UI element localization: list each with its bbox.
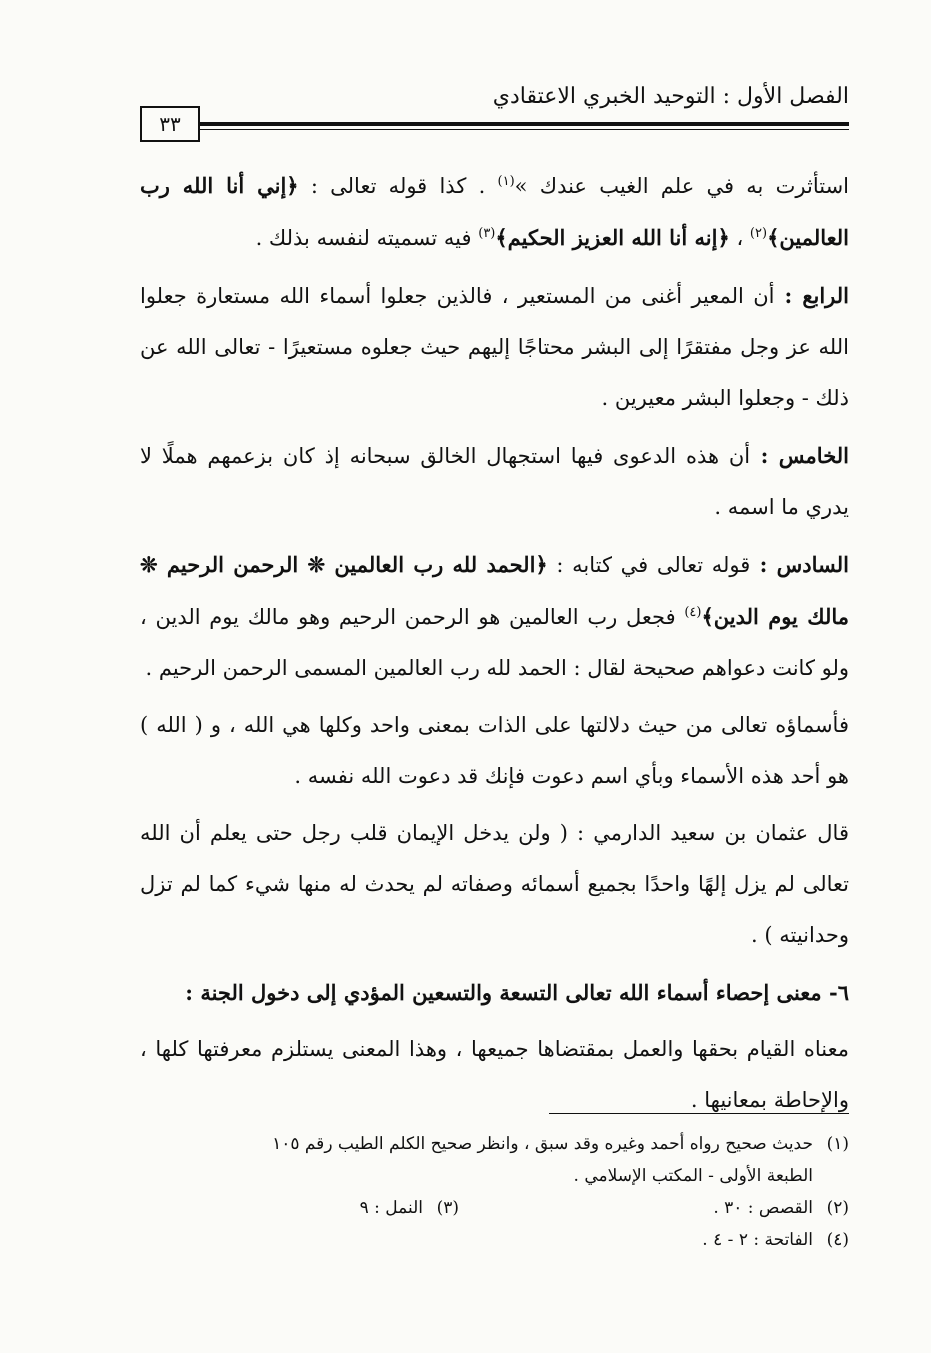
header-rule-thick [198, 122, 849, 126]
page-number-box [140, 106, 200, 142]
footnote-3-number: (٣) [436, 1198, 459, 1218]
footnote-3-text: النمل : ٩ [359, 1198, 423, 1218]
footnote-ref-4: (٤) [684, 605, 702, 620]
label-fourth: الرابع : [774, 283, 849, 308]
paragraph-fifth [140, 430, 849, 533]
chapter-header: الفصل الأول : التوحيد الخبري الاعتقادي [492, 84, 849, 109]
footnote-1-number: (١) [826, 1134, 849, 1154]
footnote-1 [140, 1128, 849, 1160]
footnote-4 [140, 1224, 849, 1256]
page-number: ٣٣ [159, 112, 181, 136]
paragraph-names: فأسماؤه تعالى من حيث دلالتها على الذات بمعنى واحد وكلها هي الله ، و ( الله ) هو أحد هذه الأسماء وبأي اسم دعوت فإنك قد دعوت الله نفسه . [140, 713, 849, 788]
footnote-1-text: حديث صحيح رواه أحمد وغيره وقد سبق ، وانظر صحيح الكلم الطيب رقم ١٠٥ [272, 1134, 813, 1154]
quran-quote-fatiha: ﴿الحمد لله رب العالمين ❊ الرحمن الرحيم ❊ مالك يوم الدين﴾ [140, 552, 849, 629]
footnote-row [140, 1192, 849, 1224]
p1-text-3: ، [729, 226, 750, 250]
footnote-divider [549, 1113, 849, 1114]
paragraph-meaning: معناه القيام بحقها والعمل بمقتضاها جميعها ، وهذا المعنى يستلزم معرفتها كلها ، والإحاطة بمعانيها . [140, 1037, 849, 1112]
p1-text-2: . كذا قوله تعالى : [298, 174, 498, 198]
footnote-2-text: القصص : ٣٠ . [713, 1198, 813, 1218]
paragraph-1 [140, 160, 849, 264]
footnote-ref-2: (٢) [749, 226, 768, 241]
fourth-text: أن المعير أغنى من المستعير ، فالذين جعلوا أسماء الله مستعارة جعلوا الله عز وجل مفتقرًا إلى البشر محتاجًا إليهم حيث جعلوه مستعيرًا - تعالى الله عن ذلك - وجعلوا البشر معيرين . [140, 284, 849, 410]
fifth-text: أن هذه الدعوى فيها استجهال الخالق سبحانه إذ كان بزعمهم هملًا لا يدري ما اسمه . [140, 444, 849, 519]
quran-quote-1: ﴿إني أنا الله رب العالمين﴾ [140, 173, 849, 250]
header-rule-thin [198, 129, 849, 130]
footnote-4-text: الفاتحة : ٢ - ٤ . [702, 1230, 813, 1250]
label-fifth: الخامس : [750, 443, 849, 468]
p1-text-1: استأثرت به في علم الغيب عندك » [514, 174, 849, 198]
footnote-4-number: (٤) [826, 1230, 849, 1250]
footnote-1-continuation: الطبعة الأولى - المكتب الإسلامي . [573, 1166, 813, 1186]
label-sixth: السادس : [750, 552, 849, 577]
section-heading: ٦- معنى إحصاء أسماء الله تعالى التسعة والتسعين المؤدي إلى دخول الجنة : [185, 980, 849, 1005]
footnote-ref-3: (٣) [478, 226, 496, 241]
p1-text-4: فيه تسميته لنفسه بذلك . [255, 226, 479, 250]
sixth-text-2: فجعل رب العالمين هو الرحمن الرحيم وهو مالك يوم الدين ، ولو كانت دعواهم صحيحة لقال : الحمد لله رب العالمين المسمى الرحمن الرحيم . [140, 605, 849, 680]
paragraph-darimi: قال عثمان بن سعيد الدارمي : ( ولن يدخل الإيمان قلب رجل حتى يعلم أن الله تعالى لم يزل إلهًا واحدًا بجميع أسمائه وصفاته لم يحدث له منها شيء كما لم تزل وحدانيته ) . [140, 821, 849, 947]
paragraph-sixth [140, 539, 849, 694]
footnote-ref-1: (١) [497, 174, 515, 189]
sixth-text-1: قوله تعالى في كتابه : [547, 553, 751, 577]
footnote-2-number: (٢) [826, 1198, 849, 1218]
main-text [140, 160, 849, 1132]
quran-quote-2: ﴿إنه أنا الله العزيز الحكيم﴾ [495, 225, 730, 250]
footnote-3 [360, 1192, 459, 1224]
footnotes [140, 1128, 849, 1256]
footnote-2 [609, 1192, 849, 1224]
paragraph-fourth [140, 270, 849, 424]
